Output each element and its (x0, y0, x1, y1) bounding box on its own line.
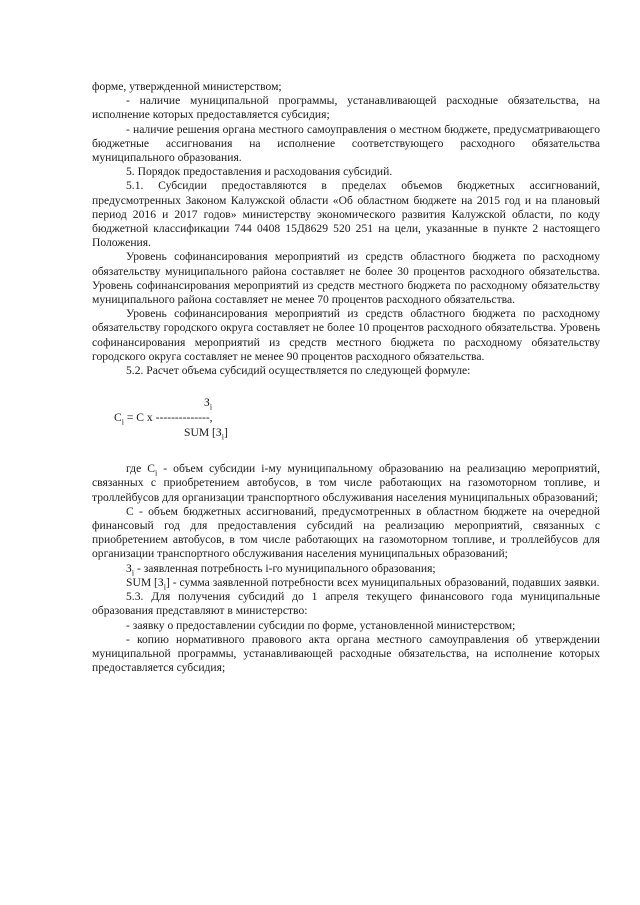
formula-denominator: SUM $[З_i]$ (184, 426, 228, 442)
paragraph: C - объем бюджетных ассигнований, предусмотренных в областном бюджете на очередной финансовый год для предоставления субсидий на реализацию мероприятий, связанных с приобретением автобусов, в том числе работающих на газомоторном топливе, и троллейбусов для организации транспортного обслуживания населения муниципальных образований; (92, 504, 600, 561)
formula (92, 390, 600, 454)
paragraph: - наличие муниципальной программы, устанавливающей расходные обязательства, на исполнение которых предоставляется субсидия; (92, 94, 600, 122)
paragraph: 5.1. Субсидии предоставляются в пределах объемов бюджетных ассигнований, предусмотренных Законом Калужской области «Об областном бюджете на 2015 год и на плановый период 2016 и 2017 годов» министерству экономического развития Калужской области, по коду бюджетной классификации 744 0408 15Д8629 520 251 на цели, указанные в пункте 2 настоящего Положения. (92, 179, 600, 250)
paragraph: SUM $[З_i]$ - сумма заявленной потребности всех муниципальных образований, подавших заявки. (126, 575, 600, 592)
formula-lhs: $C_i = C$ x --------------, (114, 411, 213, 427)
paragraph: Уровень софинансирования мероприятий из средств областного бюджета по расходному обязательству городского округа составляет не более 10 процентов расходного обязательства. Уровень софинансирования мероприятий из средств местного бюджета по расходному обязательству городского округа составляет не менее 90 процентов расходного обязательства. (92, 307, 600, 363)
paragraph: Уровень софинансирования мероприятий из средств областного бюджета по расходному обязательству муниципального района составляет не более 30 процентов расходного обязательства. Уровень софинансирования мероприятий из средств местного бюджета по расходному обязательству муниципального района составляет не менее 70 процентов расходного обязательства. (92, 250, 600, 307)
paragraph: 5.2. Расчет объема субсидий осуществляется по следующей формуле: (126, 364, 471, 378)
paragraph: 5.3. Для получения субсидий до 1 апреля текущего финансового года муниципальные образования представляют в министерство: (92, 590, 600, 618)
section-heading: 5. Порядок предоставления и расходования субсидий. (126, 165, 393, 179)
paragraph: где $C_i$ - объем субсидии i-му муниципальному образованию на реализацию мероприятий, связанных с приобретением автобусов, в том числе работающих на газомоторном топливе, и троллейбусов для организации транспортного обслуживания населения муниципальных образований; (92, 462, 601, 504)
paragraph: - наличие решения органа местного самоуправления о местном бюджете, предусматривающего бюджетные ассигнования на исполнение соответствующего расходного обязательства муниципального образования. (92, 122, 600, 165)
paragraph: $З_i$ - заявленная потребность i-го муниципального образования; (126, 561, 436, 577)
formula-numerator: $З_i$ (204, 396, 213, 412)
list-item: - заявку о предоставлении субсидии по форме, установленной министерством; (126, 618, 516, 632)
document-body (92, 80, 600, 675)
list-item: - копию нормативного правового акта органа местного самоуправления об утверждении муниципальной программы, устанавливающей расходные обязательства, на исполнение которых предоставляется субсидия; (92, 632, 600, 675)
paragraph: форме, утвержденной министерством; (92, 80, 282, 93)
